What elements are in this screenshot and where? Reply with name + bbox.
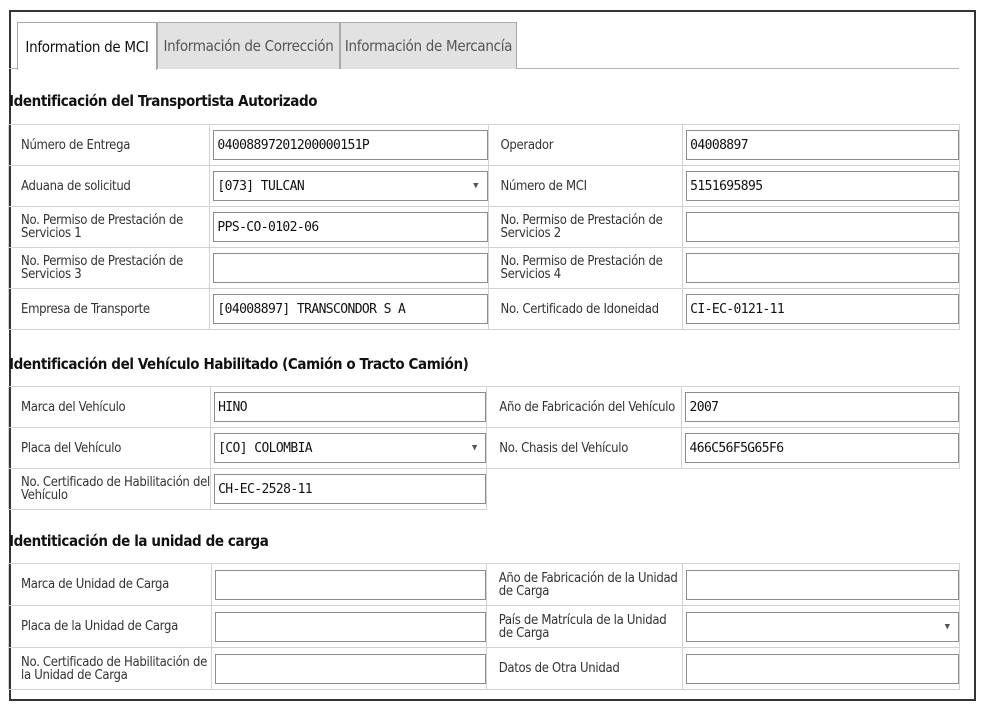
placa-vehiculo-value: [CO] COLOMBIA — [218, 440, 313, 456]
marca-unidad-carga-input[interactable] — [215, 570, 486, 600]
empresa-transporte-input[interactable]: [04008897] TRANSCONDOR S A — [213, 294, 487, 324]
label-anio-fabricacion-vehiculo: Año de Fabricación del Vehículo — [487, 387, 682, 428]
numero-entrega-input[interactable]: 04008897201200000151P — [213, 130, 487, 160]
transportista-grid — [8, 124, 960, 330]
label-certificado-habilitacion-unidad-carga: No. Certificado de Habilitación de la Unidad de Carga — [9, 648, 212, 690]
form-row — [9, 428, 960, 469]
label-placa-vehiculo: Placa del Vehículo — [9, 428, 211, 469]
anio-fabricacion-unidad-carga-input[interactable] — [686, 570, 959, 600]
aduana-solicitud-select[interactable] — [213, 171, 487, 201]
pais-matricula-unidad-carga-select[interactable] — [686, 612, 959, 642]
form-row — [9, 289, 960, 330]
chevron-down-icon[interactable]: ▼ — [473, 181, 478, 191]
tab-informacion-mercancia[interactable]: Información de Mercancía — [340, 22, 517, 69]
section-title-transportista: Identificación del Transportista Autorizado — [9, 92, 318, 110]
datos-otra-unidad-input[interactable] — [686, 654, 959, 684]
certificado-idoneidad-input[interactable]: CI-EC-0121-11 — [686, 294, 959, 324]
label-marca-vehiculo: Marca del Vehículo — [9, 387, 211, 428]
label-marca-unidad-carga: Marca de Unidad de Carga — [9, 564, 212, 606]
chevron-down-icon[interactable]: ▼ — [944, 621, 950, 632]
label-certificado-habilitacion-vehiculo: No. Certificado de Habilitación del Vehículo — [9, 469, 211, 510]
tab-bar — [9, 11, 959, 69]
tab-informacion-correccion[interactable]: Información de Corrección — [157, 22, 340, 69]
label-certificado-idoneidad: No. Certificado de Idoneidad — [488, 289, 683, 330]
label-numero-mci: Número de MCI — [488, 166, 683, 207]
form-row — [9, 166, 960, 207]
label-permiso-servicios-4: No. Permiso de Prestación de Servicios 4 — [488, 248, 683, 289]
label-chasis-vehiculo: No. Chasis del Vehículo — [487, 428, 682, 469]
label-operador: Operador — [488, 125, 683, 166]
label-aduana-solicitud: Aduana de solicitud — [9, 166, 210, 207]
label-datos-otra-unidad: Datos de Otra Unidad — [486, 648, 682, 690]
certificado-habilitacion-vehiculo-input[interactable]: CH-EC-2528-11 — [214, 474, 486, 504]
label-permiso-servicios-1: No. Permiso de Prestación de Servicios 1 — [9, 207, 210, 248]
aduana-solicitud-value: [073] TULCAN — [217, 178, 305, 194]
label-empresa-transporte: Empresa de Transporte — [9, 289, 210, 330]
label-anio-fabricacion-unidad-carga: Año de Fabricación de la Unidad de Carga — [486, 564, 682, 606]
form-row — [9, 469, 960, 510]
permiso-servicios-1-input[interactable]: PPS-CO-0102-06 — [213, 212, 487, 242]
form-row — [9, 564, 960, 606]
form-row — [9, 648, 960, 690]
permiso-servicios-3-input[interactable] — [213, 253, 487, 283]
permiso-servicios-2-input[interactable] — [686, 212, 959, 242]
section-title-carga: Identiticación de la unidad de carga — [9, 532, 269, 550]
numero-mci-input[interactable]: 5151695895 — [686, 171, 959, 201]
label-pais-matricula-unidad-carga: País de Matrícula de la Unidad de Carga — [486, 606, 682, 648]
form-row — [9, 387, 960, 428]
placa-vehiculo-select[interactable] — [214, 433, 486, 463]
section-title-vehiculo: Identificación del Vehículo Habilitado (Camión o Tracto Camión) — [9, 355, 469, 373]
label-placa-unidad-carga: Placa de la Unidad de Carga — [9, 606, 212, 648]
form-row — [9, 207, 960, 248]
chevron-down-icon[interactable]: ▼ — [471, 443, 477, 453]
label-numero-entrega: Número de Entrega — [9, 125, 210, 166]
permiso-servicios-4-input[interactable] — [686, 253, 959, 283]
form-row — [9, 125, 960, 166]
form-row — [9, 606, 960, 648]
certificado-habilitacion-unidad-carga-input[interactable] — [215, 654, 486, 684]
form-row — [9, 248, 960, 289]
label-permiso-servicios-3: No. Permiso de Prestación de Servicios 3 — [9, 248, 210, 289]
marca-vehiculo-input[interactable]: HINO — [214, 392, 486, 422]
label-permiso-servicios-2: No. Permiso de Prestación de Servicios 2 — [488, 207, 683, 248]
tab-informacion-mci[interactable]: Information de MCI — [17, 22, 157, 70]
chasis-vehiculo-input[interactable]: 466C56F5G65F6 — [685, 433, 959, 463]
placa-unidad-carga-input[interactable] — [215, 612, 486, 642]
operador-input[interactable]: 04008897 — [686, 130, 959, 160]
carga-grid — [8, 563, 960, 690]
anio-fabricacion-vehiculo-input[interactable]: 2007 — [685, 392, 959, 422]
vehiculo-grid — [8, 386, 960, 510]
